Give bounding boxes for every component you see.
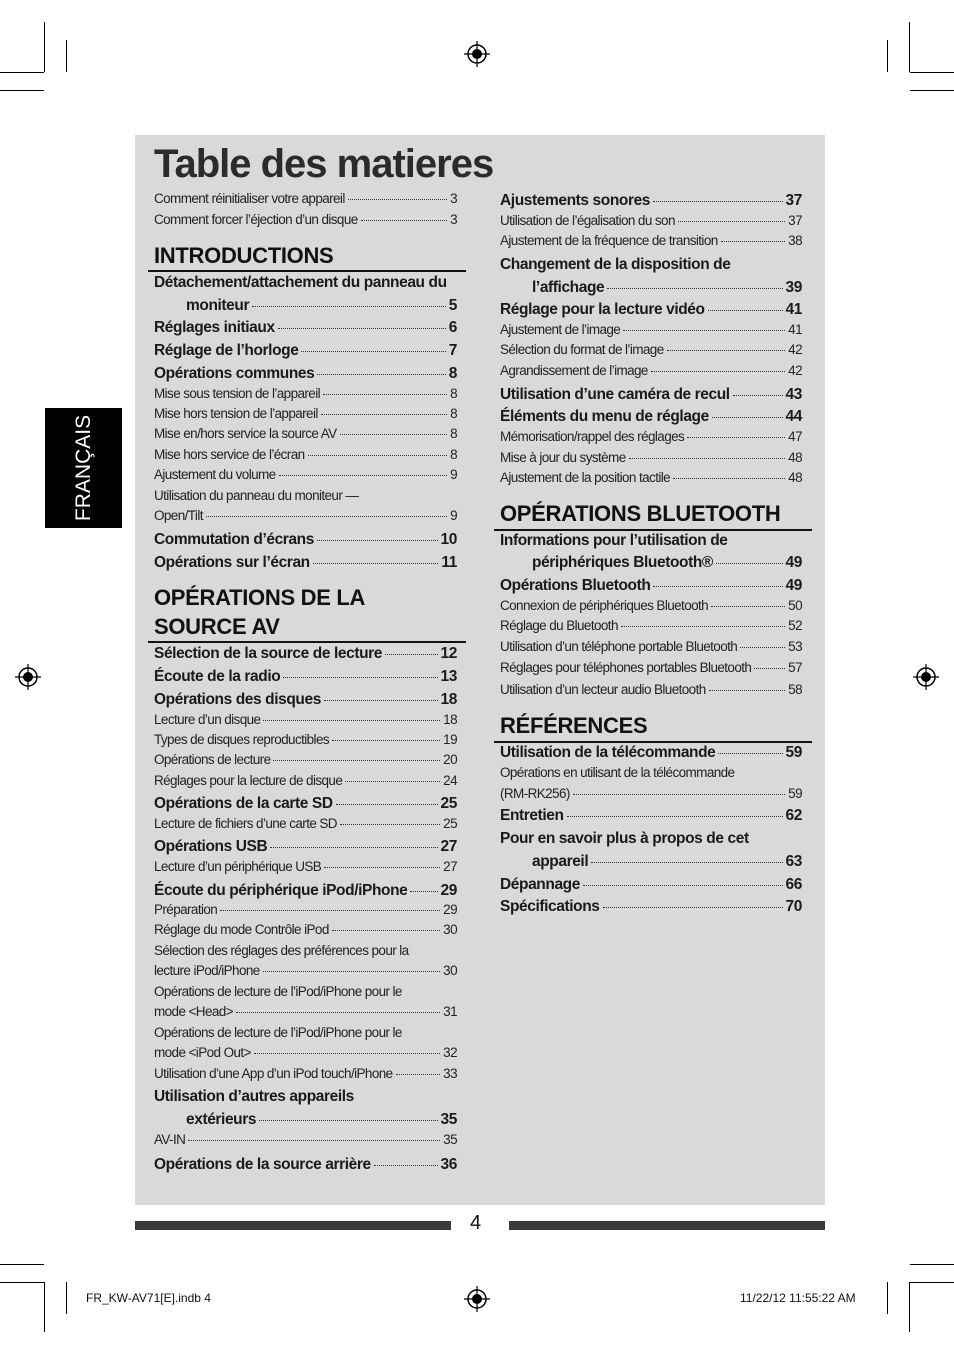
- section-heading-line: OPÉRATIONS DE LA: [154, 585, 366, 610]
- toc-entry[interactable]: AV-IN 35: [154, 1132, 457, 1147]
- toc-entry[interactable]: Réglage de l’horloge 7: [154, 342, 457, 359]
- toc-entry[interactable]: Comment forcer l’éjection d’un disque 3: [154, 212, 457, 227]
- crop-mark: [0, 72, 44, 73]
- page-title: Table des matieres: [154, 142, 494, 186]
- crop-mark: [887, 40, 888, 72]
- toc-entry[interactable]: Opérations de la carte SD 25: [154, 795, 457, 812]
- section-rule: [494, 529, 812, 531]
- section-rule: [494, 741, 812, 743]
- toc-entry-line: Sélection des réglages des préférences pour la: [154, 943, 409, 958]
- toc-entry[interactable]: Réglage du Bluetooth 52: [500, 618, 802, 633]
- crop-mark: [910, 1264, 954, 1265]
- toc-entry[interactable]: Sélection du format de l’image 42: [500, 342, 802, 357]
- toc-entry[interactable]: Mise hors service de l’écran 8: [154, 447, 457, 462]
- toc-entry[interactable]: Utilisation d’un téléphone portable Bluetooth 53: [500, 639, 802, 654]
- toc-entry[interactable]: Ajustement de l’image 41: [500, 322, 802, 337]
- toc-entry[interactable]: Opérations sur l’écran 11: [154, 554, 457, 571]
- toc-entry[interactable]: Lecture d’un périphérique USB 27: [154, 859, 457, 874]
- toc-entry[interactable]: Préparation 29: [154, 902, 457, 917]
- toc-entry[interactable]: mode <Head> 31: [154, 1004, 457, 1019]
- registration-mark-icon: [464, 41, 490, 67]
- section-heading-references: RÉFÉRENCES: [500, 713, 648, 738]
- toc-entry[interactable]: Écoute du périphérique iPod/iPhone 29: [154, 882, 457, 899]
- registration-mark-icon: [913, 664, 939, 690]
- toc-entry-line: Opérations de lecture de l’iPod/iPhone pour le: [154, 984, 402, 999]
- toc-entry[interactable]: Réglages initiaux 6: [154, 319, 457, 336]
- crop-mark: [887, 1282, 888, 1314]
- toc-entry[interactable]: Opérations des disques 18: [154, 691, 457, 708]
- toc-entry[interactable]: Open/Tilt 9: [154, 508, 457, 523]
- crop-mark: [66, 1282, 67, 1314]
- toc-entry[interactable]: Connexion de périphériques Bluetooth 50: [500, 598, 802, 613]
- toc-entry[interactable]: Réglage du mode Contrôle iPod 30: [154, 922, 457, 937]
- toc-entry[interactable]: Réglage pour la lecture vidéo 41: [500, 301, 802, 318]
- toc-entry[interactable]: Spécifications 70: [500, 898, 802, 915]
- toc-entry-line: Changement de la disposition de: [500, 256, 731, 273]
- toc-entry[interactable]: Utilisation d’une caméra de recul 43: [500, 386, 802, 403]
- toc-entry[interactable]: Agrandissement de l’image 42: [500, 363, 802, 378]
- footer-bar-right: [509, 1221, 825, 1230]
- toc-entry[interactable]: mode <iPod Out> 32: [154, 1045, 457, 1060]
- toc-entry-line: Utilisation d’autres appareils: [154, 1088, 354, 1105]
- crop-mark: [44, 22, 45, 72]
- toc-entry-line: Pour en savoir plus à propos de cet: [500, 830, 749, 847]
- toc-entry[interactable]: moniteur 5: [186, 297, 457, 314]
- section-heading-source-av: [154, 583, 365, 641]
- crop-mark: [44, 1282, 45, 1332]
- section-rule: [148, 641, 466, 643]
- crop-mark: [910, 72, 954, 73]
- toc-entry[interactable]: Opérations Bluetooth 49: [500, 577, 802, 594]
- crop-mark: [909, 1282, 910, 1332]
- toc-entry-line: Informations pour l’utilisation de: [500, 532, 728, 549]
- section-heading-bluetooth: OPÉRATIONS BLUETOOTH: [500, 501, 781, 526]
- toc-entry[interactable]: Utilisation de l’égalisation du son 37: [500, 213, 802, 228]
- crop-mark: [909, 22, 910, 72]
- section-heading-line: SOURCE AV: [154, 614, 280, 639]
- crop-mark: [66, 40, 67, 72]
- toc-entry[interactable]: Mise à jour du système 48: [500, 450, 802, 465]
- toc-entry[interactable]: lecture iPod/iPhone 30: [154, 963, 457, 978]
- crop-mark: [910, 1282, 954, 1283]
- toc-entry[interactable]: Ajustement de la position tactile 48: [500, 470, 802, 485]
- toc-entry[interactable]: Ajustements sonores 37: [500, 192, 802, 209]
- toc-entry[interactable]: Utilisation de la télécommande 59: [500, 744, 802, 761]
- toc-entry-line: Utilisation du panneau du moniteur —: [154, 488, 359, 503]
- toc-entry[interactable]: Écoute de la radio 13: [154, 668, 457, 685]
- crop-mark: [0, 1264, 44, 1265]
- registration-mark-icon: [15, 664, 41, 690]
- toc-entry[interactable]: Ajustement de la fréquence de transition 38: [500, 233, 802, 248]
- toc-entry[interactable]: Éléments du menu de réglage 44: [500, 408, 802, 425]
- toc-entry[interactable]: Sélection de la source de lecture 12: [154, 645, 457, 662]
- toc-entry[interactable]: Dépannage 66: [500, 876, 802, 893]
- toc-entry[interactable]: Opérations USB 27: [154, 838, 457, 855]
- toc-entry[interactable]: Réglages pour la lecture de disque 24: [154, 773, 457, 788]
- language-tab: [45, 408, 122, 528]
- page-number: 4: [470, 1212, 482, 1234]
- footer-bar-left: [135, 1221, 451, 1230]
- crop-mark: [0, 1282, 44, 1283]
- crop-mark: [0, 90, 44, 91]
- toc-entry[interactable]: Utilisation d’un lecteur audio Bluetooth 58: [500, 682, 802, 697]
- toc-entry[interactable]: (RM-RK256) 59: [500, 786, 802, 801]
- toc-entry-line: Opérations de lecture de l’iPod/iPhone pour le: [154, 1025, 402, 1040]
- language-tab-label: FRANÇAIS: [71, 414, 95, 522]
- toc-entry[interactable]: Commutation d’écrans 10: [154, 531, 457, 548]
- toc-entry[interactable]: Lecture d’un disque 18: [154, 712, 457, 727]
- footer-timestamp: 11/22/12 11:55:22 AM: [740, 1291, 856, 1305]
- toc-entry[interactable]: Opérations de lecture 20: [154, 752, 457, 767]
- toc-entry[interactable]: Ajustement du volume 9: [154, 467, 457, 482]
- toc-entry[interactable]: Entretien 62: [500, 807, 802, 824]
- toc-entry[interactable]: Comment réinitialiser votre appareil 3: [154, 191, 457, 206]
- footer-filename: FR_KW-AV71[E].indb 4: [86, 1291, 211, 1305]
- toc-entry[interactable]: l’affichage 39: [532, 279, 802, 296]
- toc-entry[interactable]: Réglages pour téléphones portables Bluetooth 57: [500, 660, 802, 675]
- toc-entry[interactable]: extérieurs 35: [186, 1111, 457, 1128]
- toc-entry[interactable]: Mémorisation/rappel des réglages 47: [500, 429, 802, 444]
- toc-entry[interactable]: Opérations communes 8: [154, 365, 457, 382]
- toc-entry[interactable]: Mise hors tension de l’appareil 8: [154, 406, 457, 421]
- toc-entry[interactable]: appareil 63: [532, 853, 802, 870]
- toc-entry[interactable]: Opérations de la source arrière 36: [154, 1156, 457, 1173]
- toc-entry[interactable]: Mise en/hors service la source AV 8: [154, 426, 457, 441]
- crop-mark: [910, 90, 954, 91]
- toc-entry-line: Opérations en utilisant de la télécommande: [500, 765, 735, 780]
- toc-entry[interactable]: Types de disques reproductibles 19: [154, 732, 457, 747]
- toc-entry[interactable]: Mise sous tension de l’appareil 8: [154, 386, 457, 401]
- toc-entry-line: Détachement/attachement du panneau du: [154, 274, 447, 291]
- toc-entry[interactable]: Utilisation d’une App d’un iPod touch/iPhone 33: [154, 1066, 457, 1081]
- registration-mark-icon: [464, 1286, 490, 1312]
- toc-entry[interactable]: périphériques Bluetooth® 49: [532, 554, 802, 571]
- section-heading-introductions: INTRODUCTIONS: [154, 243, 334, 268]
- toc-entry[interactable]: Lecture de fichiers d’une carte SD 25: [154, 816, 457, 831]
- section-rule: [148, 270, 466, 272]
